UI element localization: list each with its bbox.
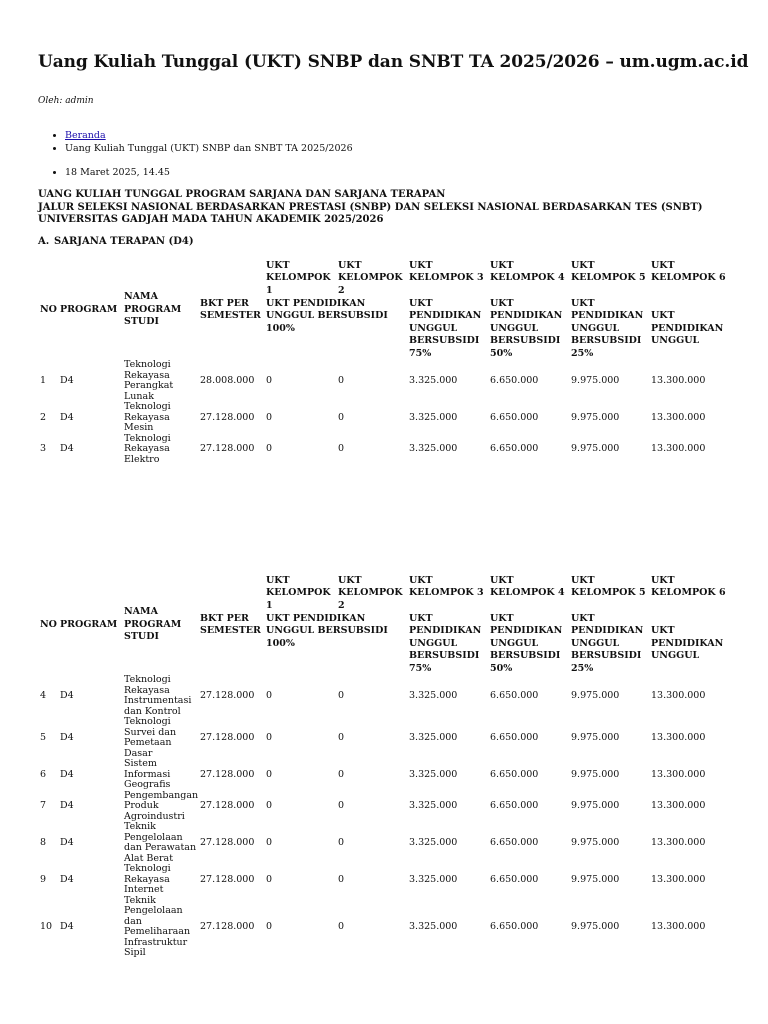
- cell-program: D4: [60, 443, 74, 455]
- cell-no: 7: [40, 800, 47, 812]
- table-row: [38, 675, 738, 717]
- cell-ukt-4: 6.650.000: [490, 768, 539, 780]
- col-header-no: NO: [40, 618, 57, 630]
- cell-no: 1: [40, 374, 47, 386]
- cell-no: 3: [40, 443, 47, 455]
- cell-program-name: Teknologi Rekayasa Mesin: [124, 401, 171, 434]
- cell-no: 4: [40, 689, 47, 701]
- table-header: [38, 260, 738, 360]
- post-meta: [38, 166, 170, 179]
- cell-ukt-3: 3.325.000: [409, 768, 458, 780]
- cell-ukt-2: 0: [338, 768, 345, 780]
- cell-bkt: 27.128.000: [200, 836, 255, 848]
- cell-bkt: 28.008.000: [200, 374, 255, 386]
- cell-program-name: Teknologi Rekayasa Internet: [124, 863, 171, 896]
- col-header-nama: NAMA PROGRAM STUDI: [124, 291, 182, 328]
- table-row: [38, 791, 738, 823]
- cell-program-name: Teknologi Rekayasa Instrumentasi dan Kontrol: [124, 674, 192, 717]
- cell-bkt: 27.128.000: [200, 920, 255, 932]
- cell-ukt-1: 0: [266, 768, 273, 780]
- cell-ukt-5: 9.975.000: [571, 374, 620, 386]
- cell-ukt-4: 6.650.000: [490, 411, 539, 423]
- cell-ukt-3: 3.325.000: [409, 689, 458, 701]
- cell-ukt-2: 0: [338, 374, 345, 386]
- cell-ukt-3: 3.325.000: [409, 800, 458, 812]
- cell-ukt-5: 9.975.000: [571, 920, 620, 932]
- table-row: [38, 402, 738, 434]
- cell-ukt-6: 13.300.000: [651, 411, 706, 423]
- cell-no: 5: [40, 731, 47, 743]
- col-header-kelompok: UKT KELOMPOK 3: [409, 260, 484, 284]
- col-header-kategori: UKT PENDIDIKAN UNGGUL: [651, 625, 724, 662]
- col-header-kelompok: UKT KELOMPOK 2: [338, 260, 403, 296]
- cell-ukt-3: 3.325.000: [409, 731, 458, 743]
- cell-ukt-3: 3.325.000: [409, 836, 458, 848]
- table-body: [38, 360, 738, 465]
- cell-ukt-2: 0: [338, 920, 345, 932]
- cell-ukt-4: 6.650.000: [490, 689, 539, 701]
- cell-program: D4: [60, 836, 74, 848]
- col-header-kategori: UKT PENDIDIKAN UNGGUL BERSUBSIDI 25%: [571, 613, 644, 674]
- cell-program-name: Teknologi Survei dan Pemetaan Dasar: [124, 716, 177, 759]
- cell-ukt-1: 0: [266, 374, 273, 386]
- cell-program-name: Sistem Informasi Geografis: [124, 758, 171, 791]
- col-header-kelompok: UKT KELOMPOK 3: [409, 575, 484, 599]
- cell-no: 9: [40, 873, 47, 885]
- cell-ukt-4: 6.650.000: [490, 800, 539, 812]
- author-byline: Oleh: admin: [38, 96, 94, 106]
- breadcrumb-item-current: • Uang Kuliah Tunggal (UKT) SNBP dan SNBT TA 2025/2026: [65, 142, 353, 155]
- col-header-kelompok: UKT KELOMPOK 2: [338, 575, 403, 611]
- cell-bkt: 27.128.000: [200, 800, 255, 812]
- table-row: [38, 822, 738, 864]
- col-header-program: PROGRAM: [60, 618, 118, 630]
- cell-ukt-3: 3.325.000: [409, 443, 458, 455]
- cell-ukt-6: 13.300.000: [651, 689, 706, 701]
- cell-program: D4: [60, 873, 74, 885]
- cell-ukt-2: 0: [338, 836, 345, 848]
- cell-ukt-5: 9.975.000: [571, 443, 620, 455]
- cell-ukt-1: 0: [266, 689, 273, 701]
- col-header-kelompok: UKT KELOMPOK 5: [571, 260, 646, 284]
- col-header-bkt: BKT PER SEMESTER: [200, 612, 261, 637]
- cell-program: D4: [60, 800, 74, 812]
- col-header-kategori: UKT PENDIDIKAN UNGGUL BERSUBSIDI 75%: [409, 298, 482, 359]
- cell-no: 6: [40, 768, 47, 780]
- col-header-program: PROGRAM: [60, 303, 118, 315]
- cell-ukt-2: 0: [338, 731, 345, 743]
- cell-ukt-4: 6.650.000: [490, 731, 539, 743]
- cell-ukt-5: 9.975.000: [571, 873, 620, 885]
- cell-bkt: 27.128.000: [200, 731, 255, 743]
- cell-bkt: 27.128.000: [200, 873, 255, 885]
- cell-bkt: 27.128.000: [200, 768, 255, 780]
- cell-ukt-5: 9.975.000: [571, 800, 620, 812]
- cell-ukt-6: 13.300.000: [651, 873, 706, 885]
- cell-ukt-3: 3.325.000: [409, 374, 458, 386]
- col-header-kategori: UKT PENDIDIKAN UNGGUL BERSUBSIDI 50%: [490, 298, 563, 359]
- cell-program-name: Teknik Pengelolaan dan Pemeliharaan Infrastruktur Sipil: [124, 894, 191, 959]
- cell-program-name: Teknologi Rekayasa Elektro: [124, 432, 171, 465]
- cell-program-name: Teknologi Rekayasa Perangkat Lunak: [124, 359, 174, 402]
- cell-program: D4: [60, 768, 74, 780]
- cell-program-name: Pengembangan Produk Agroindustri: [124, 789, 199, 822]
- col-header-kelompok: UKT KELOMPOK 4: [490, 575, 565, 599]
- header-row: [38, 260, 738, 298]
- col-header-kategori: UKT PENDIDIKAN UNGGUL BERSUBSIDI 75%: [409, 613, 482, 674]
- cell-ukt-5: 9.975.000: [571, 836, 620, 848]
- cell-ukt-4: 6.650.000: [490, 443, 539, 455]
- cell-bkt: 27.128.000: [200, 443, 255, 455]
- col-header-kategori: UKT PENDIDIKAN UNGGUL: [651, 310, 724, 347]
- header-row: [38, 575, 738, 613]
- cell-ukt-1: 0: [266, 920, 273, 932]
- cell-ukt-2: 0: [338, 411, 345, 423]
- cell-ukt-4: 6.650.000: [490, 920, 539, 932]
- cell-program-name: Teknik Pengelolaan dan Perawatan Alat Berat: [124, 821, 197, 864]
- cell-ukt-1: 0: [266, 800, 273, 812]
- cell-ukt-1: 0: [266, 411, 273, 423]
- page-title: Uang Kuliah Tunggal (UKT) SNBP dan SNBT TA 2025/2026 – um.ugm.ac.id: [38, 52, 749, 72]
- cell-program: D4: [60, 731, 74, 743]
- cell-ukt-6: 13.300.000: [651, 920, 706, 932]
- table-row: [38, 896, 738, 959]
- cell-ukt-5: 9.975.000: [571, 768, 620, 780]
- cell-ukt-6: 13.300.000: [651, 836, 706, 848]
- table-row: [38, 717, 738, 759]
- col-header-nama: NAMA PROGRAM STUDI: [124, 606, 182, 643]
- section-label: SARJANA TERAPAN (D4): [54, 236, 194, 247]
- col-header-kelompok: UKT KELOMPOK 5: [571, 575, 646, 599]
- cell-ukt-6: 13.300.000: [651, 800, 706, 812]
- cell-ukt-4: 6.650.000: [490, 836, 539, 848]
- cell-ukt-6: 13.300.000: [651, 768, 706, 780]
- heading-line: UANG KULIAH TUNGGAL PROGRAM SARJANA DAN SARJANA TERAPAN: [38, 189, 446, 200]
- cell-no: 10: [40, 920, 53, 932]
- document-heading: [38, 189, 703, 227]
- table-row: [38, 864, 738, 896]
- table-row: [38, 434, 738, 466]
- cell-bkt: 27.128.000: [200, 411, 255, 423]
- cell-ukt-3: 3.325.000: [409, 920, 458, 932]
- col-header-kelompok: UKT KELOMPOK 4: [490, 260, 565, 284]
- cell-ukt-5: 9.975.000: [571, 731, 620, 743]
- cell-ukt-4: 6.650.000: [490, 873, 539, 885]
- post-date: • 18 Maret 2025, 14.45: [65, 166, 170, 179]
- section-heading: [38, 236, 194, 247]
- cell-ukt-6: 13.300.000: [651, 731, 706, 743]
- cell-ukt-2: 0: [338, 443, 345, 455]
- cell-ukt-4: 6.650.000: [490, 374, 539, 386]
- col-header-kategori: UKT PENDIDIKAN UNGGUL BERSUBSIDI 25%: [571, 298, 644, 359]
- cell-ukt-2: 0: [338, 689, 345, 701]
- cell-ukt-1: 0: [266, 873, 273, 885]
- col-header-bkt: BKT PER SEMESTER: [200, 297, 261, 322]
- heading-line: UNIVERSITAS GADJAH MADA TAHUN AKADEMIK 2025/2026: [38, 214, 384, 225]
- cell-ukt-2: 0: [338, 873, 345, 885]
- table-row: [38, 360, 738, 402]
- table-header: [38, 575, 738, 675]
- col-header-kategori: UKT PENDIDIKAN UNGGUL BERSUBSIDI 100%: [266, 298, 388, 334]
- breadcrumb-item-home[interactable]: [65, 129, 353, 142]
- cell-ukt-5: 9.975.000: [571, 411, 620, 423]
- col-header-kelompok: UKT KELOMPOK 1: [266, 260, 331, 296]
- cell-ukt-1: 0: [266, 443, 273, 455]
- cell-ukt-5: 9.975.000: [571, 689, 620, 701]
- home-link[interactable]: Beranda: [65, 130, 106, 141]
- cell-program: D4: [60, 411, 74, 423]
- cell-bkt: 27.128.000: [200, 689, 255, 701]
- cell-ukt-1: 0: [266, 731, 273, 743]
- ukt-table-2: [38, 575, 738, 959]
- col-header-kategori: UKT PENDIDIKAN UNGGUL BERSUBSIDI 50%: [490, 613, 563, 674]
- cell-no: 8: [40, 836, 47, 848]
- section-number: A.: [38, 236, 50, 247]
- cell-no: 2: [40, 411, 47, 423]
- col-header-kategori: UKT PENDIDIKAN UNGGUL BERSUBSIDI 100%: [266, 613, 388, 649]
- ukt-table-1: [38, 260, 738, 465]
- cell-ukt-1: 0: [266, 836, 273, 848]
- cell-program: D4: [60, 689, 74, 701]
- heading-line: JALUR SELEKSI NASIONAL BERDASARKAN PRESTASI (SNBP) DAN SELEKSI NASIONAL BERDASARKAN TES (SNBT): [38, 201, 703, 213]
- cell-ukt-3: 3.325.000: [409, 411, 458, 423]
- table-row: [38, 759, 738, 791]
- cell-program: D4: [60, 920, 74, 932]
- col-header-kelompok: UKT KELOMPOK 6: [651, 260, 726, 284]
- col-header-no: NO: [40, 303, 57, 315]
- col-header-kelompok: UKT KELOMPOK 6: [651, 575, 726, 599]
- cell-ukt-6: 13.300.000: [651, 443, 706, 455]
- cell-ukt-2: 0: [338, 800, 345, 812]
- table-body: [38, 675, 738, 959]
- cell-ukt-6: 13.300.000: [651, 374, 706, 386]
- breadcrumb: [38, 129, 353, 155]
- col-header-kelompok: UKT KELOMPOK 1: [266, 575, 331, 611]
- cell-ukt-3: 3.325.000: [409, 873, 458, 885]
- cell-program: D4: [60, 374, 74, 386]
